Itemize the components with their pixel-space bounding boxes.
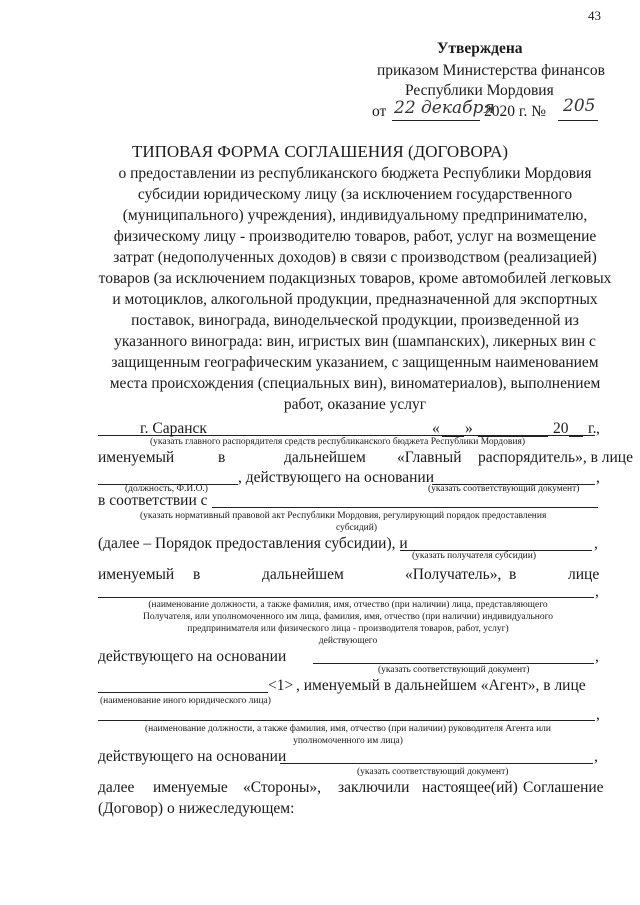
acting-basis-text: , действующего на основании	[238, 469, 434, 486]
agent-basis-field[interactable]	[280, 763, 593, 764]
final-line-2: (Договор) о нижеследующем:	[98, 800, 295, 817]
title-line-9: указанного винограда: вин, игристых вин (шампанских), ликерных вин с	[114, 333, 596, 350]
hint-position-4: действующего	[318, 636, 378, 646]
named-word-4: «Главный	[397, 449, 462, 466]
hint-recipient: (указать получателя субсидии)	[412, 551, 537, 561]
named-word-2: в	[218, 449, 226, 466]
final-word-5: настоящее(ий)	[422, 779, 518, 796]
footnote-ref: <1>	[268, 677, 294, 694]
approval-line-1: приказом Министерства финансов	[377, 62, 605, 79]
approval-date-prefix: от	[372, 103, 387, 120]
approval-line-2: Республики Мордовия	[405, 82, 554, 99]
recipient-word-6: лице	[568, 566, 600, 583]
title-line-5: затрат (недополученных доходов) в связи с производством (реализацией)	[113, 249, 597, 266]
hereinafter-order-text: (далее – Порядок предоставления субсидии), и	[98, 535, 408, 552]
title-line-12: работ, оказание услуг	[283, 396, 427, 413]
agent-representative-field[interactable]	[98, 720, 595, 721]
title-line-8: поставок, винограда, винодельческой продукции, произведенной из	[131, 312, 579, 329]
comma-5: ,	[595, 648, 599, 665]
named-word-1: именуемый	[98, 449, 175, 466]
date-quote-close: »	[465, 420, 473, 437]
hint-other-entity: (наименование иного юридического лица)	[100, 696, 271, 706]
hint-document-2: (указать соответствующий документ)	[378, 665, 530, 675]
recipient-word-5: в	[509, 566, 517, 583]
title-line-4: физическому лицу - производителю товаров, работ, услуг на возмещение	[113, 228, 597, 245]
comma: ,	[596, 420, 600, 437]
approval-date-handwritten: 22 декабря	[394, 98, 495, 118]
page-number: 43	[588, 8, 601, 23]
final-word-6: Соглашение	[523, 779, 604, 796]
distributor-field[interactable]	[98, 435, 595, 436]
normative-act-field[interactable]	[212, 507, 598, 508]
hint-position-3: предпринимателя или физического лица - производителя товаров, работ, услуг)	[187, 624, 509, 634]
city: г. Саранск	[140, 420, 207, 437]
approval-number-underline	[558, 120, 598, 121]
agent-text: , именуемый в дальнейшем «Агент», в лице	[296, 677, 586, 694]
comma-3: ,	[594, 535, 598, 552]
hint-fio: (должность, Ф.И.О.)	[125, 484, 208, 494]
recipient-word-4: «Получатель»,	[405, 566, 502, 583]
title-line-1: о предоставлении из республиканского бюджета Республики Мордовия	[118, 165, 592, 182]
comma-2: ,	[596, 469, 600, 486]
named-word-5: распорядитель», в лице	[478, 449, 633, 466]
acting-on-basis-text: действующего на основании	[98, 648, 287, 665]
hint-document-3: (указать соответствующий документ)	[357, 767, 509, 777]
agent-name-field[interactable]	[98, 692, 268, 693]
agent-acting-on-basis-text: действующего на основании	[98, 748, 287, 765]
hint-position-2: Получателя, или уполномоченного им лица, фамилия, имя, отчество (при наличии) индивидуального	[142, 612, 554, 622]
hint-agent-2: уполномоченного им лица)	[293, 736, 403, 746]
comma-7: ,	[594, 748, 598, 765]
comma-4: ,	[595, 583, 599, 600]
hint-distributor: (указать главного распорядителя средств республиканского бюджета Республики Мордовия)	[150, 437, 525, 447]
title-line-10: защищенным географическим указанием, с защищенным наименованием	[111, 354, 599, 371]
recipient-word-3: дальнейшем	[262, 566, 344, 583]
recipient-word-2: в	[193, 566, 201, 583]
title-line-3: (муниципального) учреждения), индивидуальному предпринимателю,	[122, 207, 588, 224]
comma-6: ,	[596, 706, 600, 723]
approval-heading: Утверждена	[437, 40, 523, 57]
recipient-word-1: именуемый	[98, 566, 175, 583]
recipient-representative-field[interactable]	[98, 597, 594, 598]
title-line-2: субсидии юридическому лицу (за исключением государственного	[137, 186, 573, 203]
approval-date-underline	[392, 120, 480, 121]
date-year-prefix: 20	[553, 420, 569, 437]
date-quote-open: «	[432, 420, 440, 437]
title-line-7: и мотоциклов, алкогольной продукции, предназначенной для экспортных	[112, 291, 598, 308]
date-year-suffix: г.	[588, 420, 597, 437]
in-accordance-text: в соответствии с	[98, 492, 208, 509]
hint-document: (указать соответствующий документ)	[428, 484, 580, 494]
hint-act-1: (указать нормативный правовой акт Республики Мордовия, регулирующий порядок предоставления	[140, 511, 547, 521]
hint-act-2: субсидий)	[336, 523, 378, 533]
final-word-3: «Стороны»,	[243, 779, 322, 796]
title-line-11: места происхождения (специальных вин), виноматериалов), выполнением	[109, 375, 601, 392]
final-word-1: далее	[98, 779, 135, 796]
approval-year: 2020 г. №	[484, 103, 547, 120]
hint-position-1: (наименование должности, а также фамилия, имя, отчество (при наличии) лица, представляющего	[148, 600, 548, 610]
hint-agent-1: (наименование должности, а также фамилия, имя, отчество (при наличии) руководителя Агента или	[144, 724, 552, 734]
date-year-field[interactable]	[569, 436, 583, 437]
title-line-6: товаров (за исключением подакцизных товаров, кроме автомобилей легковых	[98, 270, 612, 287]
form-title: ТИПОВАЯ ФОРМА СОГЛАШЕНИЯ (ДОГОВОРА)	[131, 142, 509, 161]
recipient-basis-field[interactable]	[313, 663, 594, 664]
approval-number-handwritten: 205	[563, 96, 596, 116]
final-word-2: именуемые	[153, 779, 228, 796]
named-word-3: дальнейшем	[284, 449, 366, 466]
final-word-4: заключили	[338, 779, 410, 796]
